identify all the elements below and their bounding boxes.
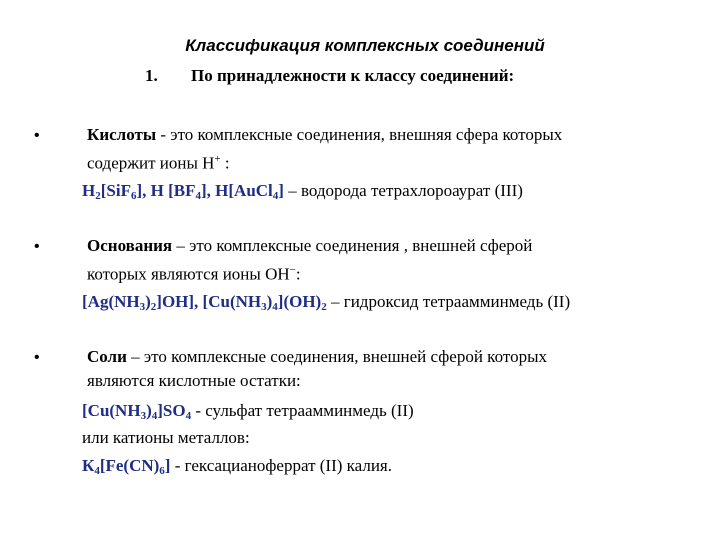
base-examples (82, 291, 570, 318)
acid-example-tail: – водорода тетрахлороаурат (III) (283, 181, 523, 200)
acid-definition-line1 (87, 124, 562, 146)
base-definition-line2 (87, 259, 301, 286)
salt-definition-line1 (87, 346, 547, 368)
bullet-marker: • (34, 349, 40, 366)
acid-formulas: $Н_2[SiF_6]$, Н $[BF_4]$, H[AuCl$_4$] (82, 181, 284, 202)
section-heading (145, 66, 514, 86)
acid-def2: содержит ионы Н (87, 153, 215, 173)
acid-term: Кислоты (87, 125, 157, 144)
salt-def1: – это комплексные соединения, внешней сферой которых (126, 347, 547, 366)
bullet-marker: • (34, 238, 40, 255)
base-ion-charge: − (289, 264, 296, 276)
salt-formula1: $[Cu(NH_3)_4]SO_4$ (82, 401, 192, 422)
bullet-marker: • (34, 127, 40, 144)
section-heading-text: По принадлежности к классу соединений: (191, 66, 515, 85)
salt-example2-tail: - гексацианоферрат (II) калия. (170, 456, 392, 475)
acid-definition-line2 (87, 148, 230, 175)
base-def1: – это комплексные соединения , внешней сферой (172, 236, 533, 255)
base-definition-line1 (87, 235, 532, 257)
acid-def1: - это комплексные соединения, внешняя сфера которых (156, 125, 563, 144)
salt-formula2: $К_4[Fe(CN)_6]$ (82, 456, 171, 477)
salt-example1 (82, 400, 414, 427)
salt-example2 (82, 455, 392, 482)
acid-ion-charge: + (214, 153, 221, 165)
base-formulas: $[Ag(NH_3)_2]OH$], $[Cu(NH_3)_4](OH)_2$ (82, 292, 327, 313)
acid-def2-end: : (220, 153, 230, 173)
acid-examples (82, 180, 523, 207)
slide-title: Классификация комплексных соединений (185, 36, 545, 55)
section-number: 1. (145, 66, 158, 85)
salt-definition-line2: являются кислотные остатки: (87, 371, 301, 390)
salt-or-line: или катионы металлов: (82, 428, 250, 447)
salt-example1-tail: - сульфат тетраамминмедь (II) (191, 401, 414, 420)
base-def2: которых являются ионы ОН (87, 264, 290, 284)
base-def2-end: : (295, 264, 301, 284)
salt-term: Соли (87, 347, 127, 366)
base-term: Основания (87, 236, 173, 255)
base-example-tail: – гидроксид тетраамминмедь (II) (326, 292, 571, 311)
